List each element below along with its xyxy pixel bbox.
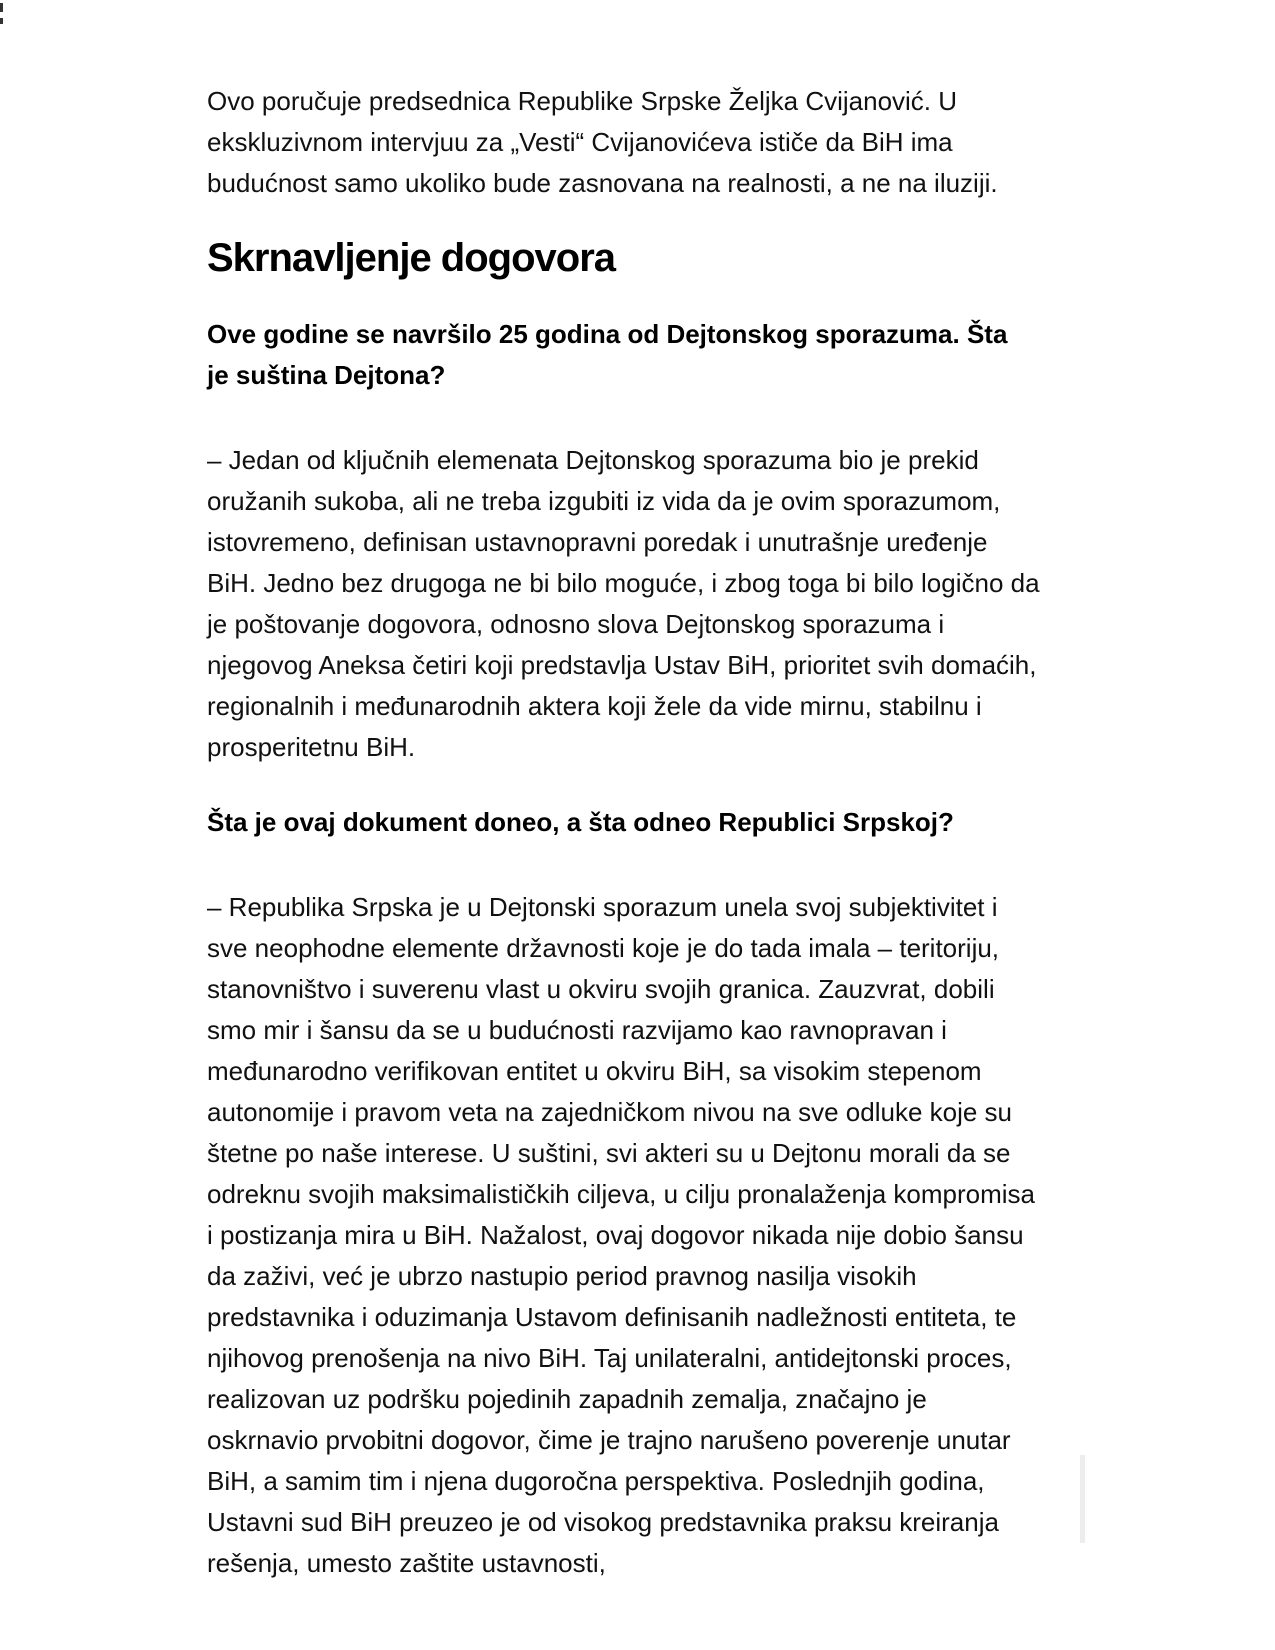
interview-answer-2: – Republika Srpska je u Dejtonski sporazum unela svoj subjektivitet i sve neophodne elemente državnosti koje je do tada imala – teritoriju, stanovništvo i suverenu vlast u okviru svojih granica. Zauzvrat, dobili smo mir i šansu da se u budućnosti razvijamo kao ravnopravan i međunarodno verifikovan entitet u okviru BiH, sa visokim stepenom autonomije i pravom veta na zajedničkom nivou na sve odluke koje su štetne po naše interese. U suštini, svi akteri su u Dejtonu morali da se odreknu svojih maksimalističkih ciljeva, u cilju pronalaženja kompromisa i postizanja mira u BiH. Nažalost, ovaj dogovor nikada nije dobio šansu da zaživi, već je ubrzo nastupio period pravnog nasilja visokih predstavnika i oduzimanja Ustavom definisanih nadležnosti entiteta, te njihovog prenošenja na nivo BiH. Taj unilateralni, antidejtonski proces, realizovan uz podršku pojedinih zapadnih zemalja, značajno je oskrnavio prvobitni dogovor, čime je trajno narušeno poverenje unutar BiH, a samim tim i njena dugoročna perspektiva. Poslednjih godina, Ustavni sud BiH preuzeo je od visokog predstavnika praksu kreiranja rešenja, umesto zaštite ustavnosti, [207,892,1036,1578]
intro-paragraph: Ovo poručuje predsednica Republike Srpske Željka Cvijanović. U ekskluzivnom intervjuu za „Vesti“ Cvijanovićeva ističe da BiH ima budućnost samo ukoliko bude zasnovana na realnosti, a ne na iluziji. [207,86,998,198]
interview-answer-1: – Jedan od ključnih elemenata Dejtonskog sporazuma bio je prekid oružanih sukoba, ali ne treba izgubiti iz vida da je ovim sporazumom, istovremeno, definisan ustavnopravni poredak i unutrašnje uređenje BiH. Jedno bez drugoga ne bi bilo moguće, i zbog toga bi bilo logično da je poštovanje dogovora, odnosno slova Dejtonskog sporazuma i njegovog Aneksa četiri koji predstavlja Ustav BiH, prioritet svih domaćih, regionalnih i međunarodnih aktera koji žele da vide mirnu, stabilnu i prosperitetnu BiH. [207,445,1040,762]
faint-strip-artifact [1080,1455,1085,1543]
page-edge-artifact [0,3,3,12]
page-edge-artifact [0,18,3,24]
article-content [207,81,1043,1584]
interview-question-1: Ove godine se navršilo 25 godina od Dejtonskog sporazuma. Šta je suština Dejtona? [207,319,1008,390]
interview-question-2: Šta je ovaj dokument doneo, a šta odneo Republici Srpskoj? [207,807,954,837]
section-heading: Skrnavljenje dogovora [207,236,616,280]
